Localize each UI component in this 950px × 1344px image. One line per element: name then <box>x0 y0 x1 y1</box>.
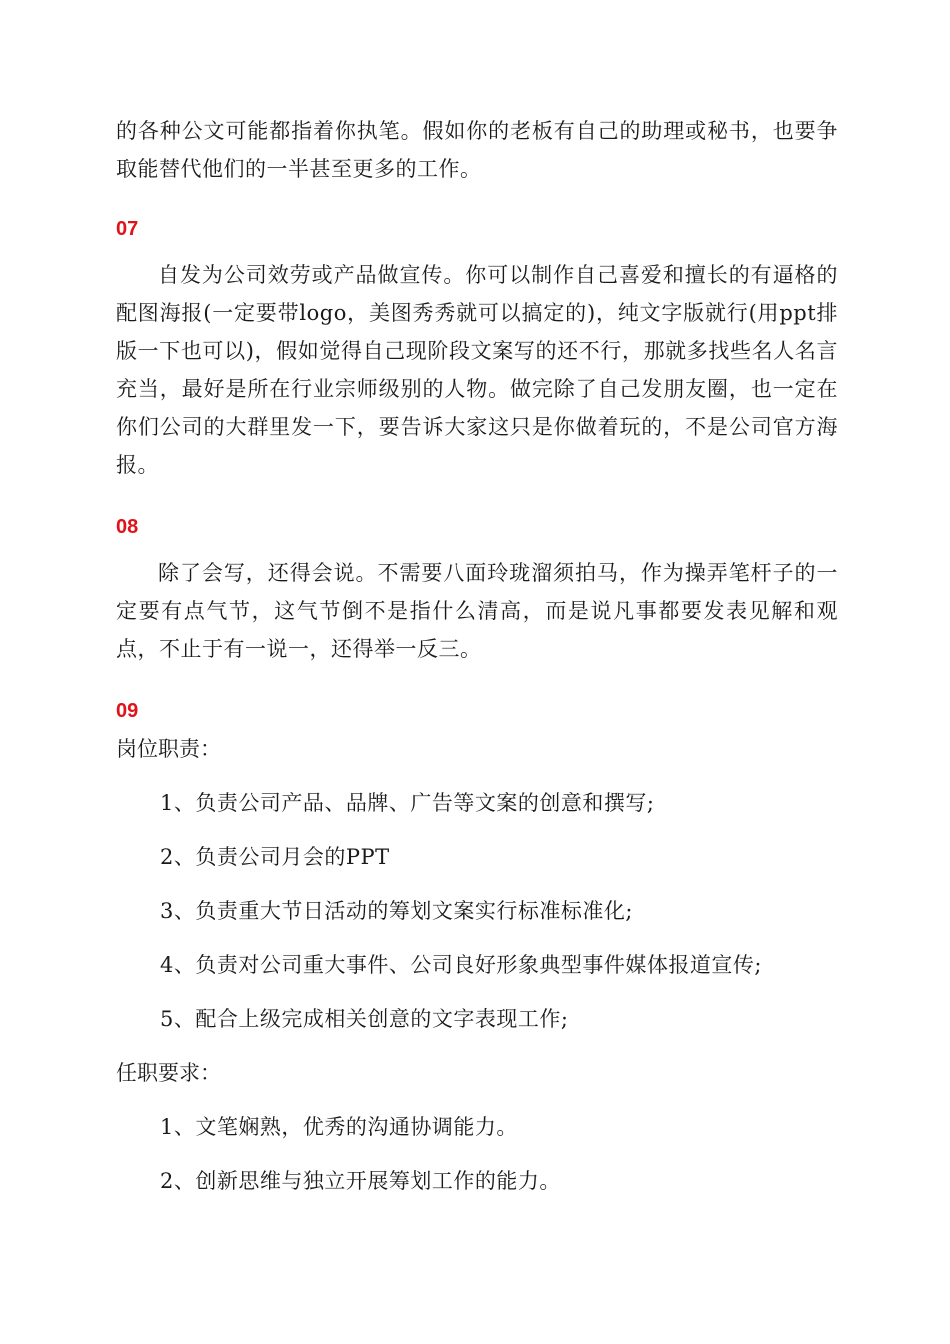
section-07-paragraph: 自发为公司效劳或产品做宣传。你可以制作自己喜爱和擅长的有逼格的配图海报(一定要带logo，美图秀秀就可以搞定的)，纯文字版就行(用ppt排版一下也可以)，假如觉得自己现阶段文案写的还不行，那就多找些名人名言充当，最好是所在行业宗师级别的人物。做完除了自己发朋友圈，也一定在你们公司的大群里发一下，要告诉大家这只是你做着玩的，不是公司官方海报。 <box>116 263 838 477</box>
duty-item: 1、负责公司产品、品牌、广告等文案的创意和撰写; <box>160 791 655 815</box>
section-08-paragraph: 除了会写，还得会说。不需要八面玲珑溜须拍马，作为操弄笔杆子的一定要有点气节，这气节倒不是指什么清高，而是说凡事都要发表见解和观点，不止于有一说一，还得举一反三。 <box>116 561 838 661</box>
requirement-item: 1、文笔娴熟，优秀的沟通协调能力。 <box>160 1115 518 1139</box>
intro-paragraph: 的各种公文可能都指着你执笔。假如你的老板有自己的助理或秘书，也要争取能替代他们的一半甚至更多的工作。 <box>116 119 838 181</box>
duty-item: 4、负责对公司重大事件、公司良好形象典型事件媒体报道宣传; <box>160 953 762 977</box>
duty-item: 2、负责公司月会的PPT <box>160 845 390 869</box>
duty-item: 5、配合上级完成相关创意的文字表现工作; <box>160 1007 569 1031</box>
requirements-list <box>116 1108 838 1200</box>
section-number-09: 09 <box>116 700 139 722</box>
duties-label: 岗位职责： <box>116 737 221 761</box>
requirements-label: 任职要求： <box>116 1061 221 1085</box>
duties-list <box>116 784 838 1038</box>
duty-item: 3、负责重大节日活动的筹划文案实行标准标准化; <box>160 899 633 923</box>
section-number-07: 07 <box>116 218 139 240</box>
section-number-08: 08 <box>116 516 139 538</box>
requirement-item: 2、创新思维与独立开展筹划工作的能力。 <box>160 1169 561 1193</box>
